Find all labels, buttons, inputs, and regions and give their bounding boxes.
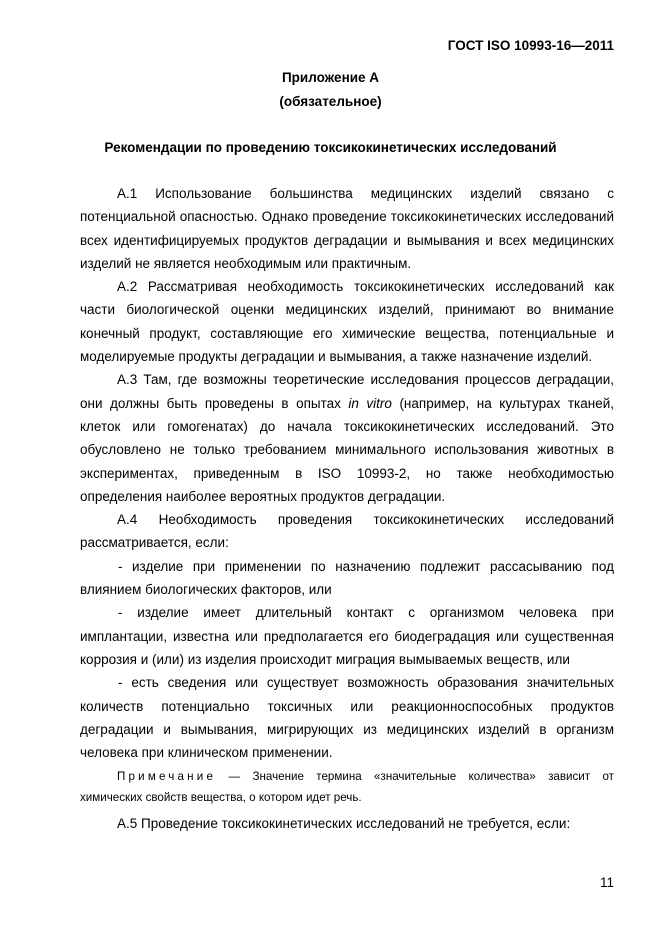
appendix-body	[80, 182, 614, 836]
list-item-long-contact: - изделие имеет длительный контакт с организмом человека при имплантации, известна или предполагается его биодеградация или существенная коррозия и (или) из изделия происходит миграция вымываемых веществ, или	[80, 605, 614, 667]
note-text: — Значение термина «значительные количества» зависит от химических свойств вещества, о котором идет речь.	[80, 770, 614, 805]
appendix-title: Приложение А	[281, 70, 380, 85]
paragraph-a2: А.2 Рассматривая необходимость токсикокинетических исследований как части биологической оценки медицинских изделий, принимают во внимание конечный продукт, составляющие его химические вещества, потенциальные и моделируемые продукты деградации и вымывания, а также назначение изделий.	[80, 279, 614, 365]
document-code-header: ГОСТ ISO 10993-16—2011	[447, 38, 614, 53]
paragraph-a3-text-1: А.3 Там, где возможны теоретические исследования процессов деградации, они должны быть проведены в опытах	[80, 372, 614, 411]
paragraph-a3-in-vitro: in vitro	[348, 395, 392, 411]
paragraph-a3-text-2: (например, на культурах тканей, клеток или гомогенатах) до начала токсикокинетических исследований. Это обусловлено не только требованием минимального использования животных в экспериментах, приведенным в ISO 10993-2, но также необходимостью определения наиболее вероятных продуктов деградации.	[80, 395, 614, 504]
appendix-status: (обязательное)	[279, 94, 382, 109]
paragraph-a3	[80, 368, 614, 508]
paragraph-a1: А.1 Использование большинства медицинских изделий связано с потенциальной опасностью. Однако проведение токсикокинетических исследований всех идентифицируемых продуктов деградации и вымывания и всех медицинских изделий не является необходимым или практичным.	[80, 186, 614, 271]
paragraph-a4: А.4 Необходимость проведения токсикокинетических исследований рассматривается, если:	[80, 512, 614, 551]
paragraph-a5: А.5 Проведение токсикокинетических исследований не требуется, если:	[117, 816, 571, 832]
appendix-heading: Рекомендации по проведению токсикокинетических исследований	[104, 140, 557, 155]
page-number: 11	[599, 875, 614, 890]
note	[80, 766, 614, 808]
list-item-significant-quantities: - есть сведения или существует возможность образования значительных количеств потенциально токсичных или реакционноспособных продуктов деградации и вымывания, мигрирующих из медицинских изделий в организм человека при клиническом применении.	[80, 675, 614, 761]
list-item-resorption: - изделие при применении по назначению подлежит рассасыванию под влиянием биологических факторов, или	[80, 558, 614, 598]
note-label: Примечание	[117, 770, 217, 784]
